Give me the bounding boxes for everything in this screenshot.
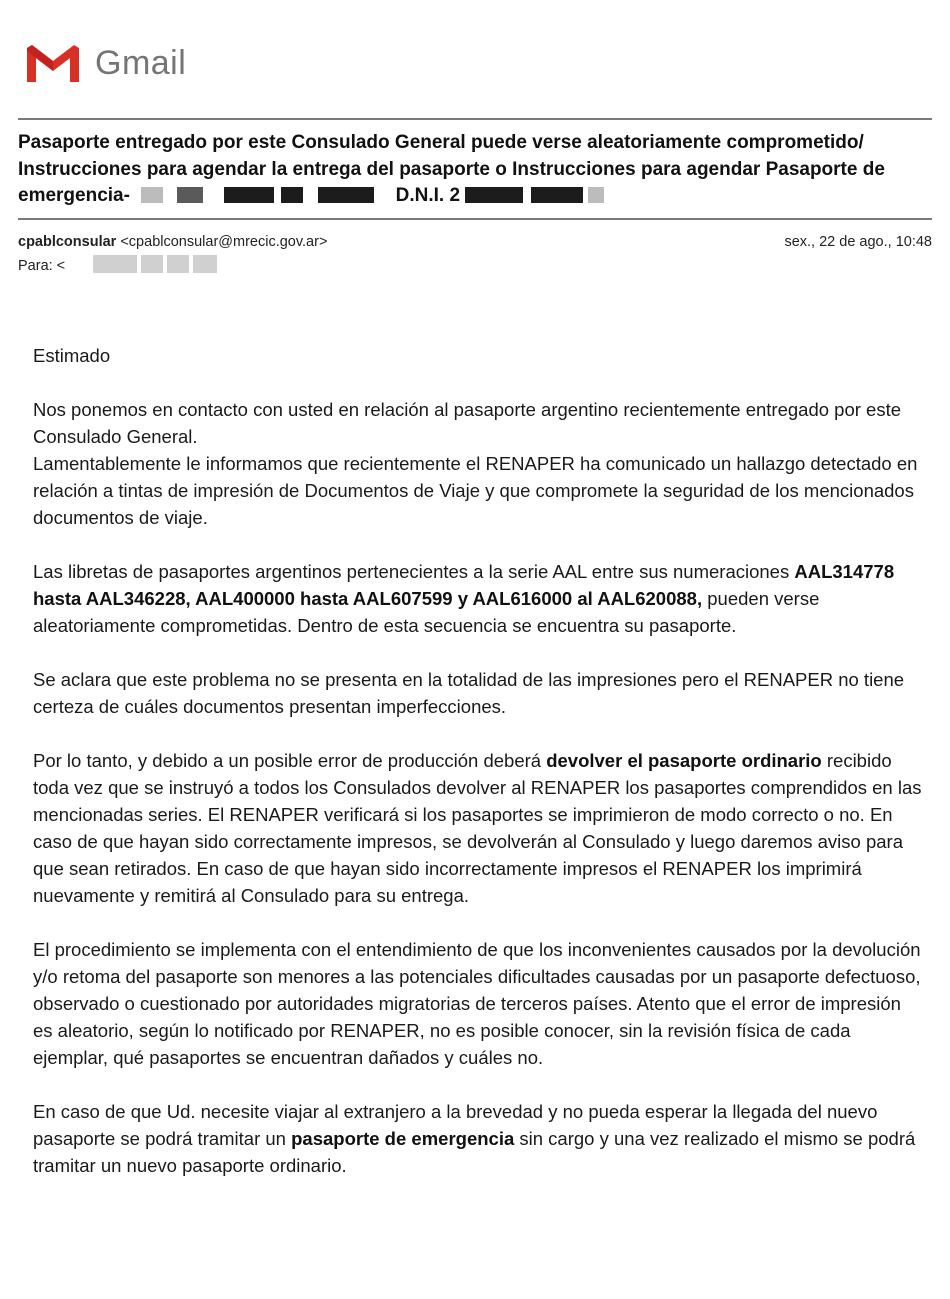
gmail-header bbox=[0, 0, 950, 118]
gmail-wordmark: Gmail bbox=[95, 44, 187, 82]
sender-email[interactable]: <cpablconsular@mrecic.gov.ar> bbox=[120, 234, 328, 250]
paragraph-2: Las libretas de pasaportes argentinos pertenecientes a la serie AAL entre sus numeraciones AAL314778 hasta AAL346228, AAL400000 hasta AAL607599 y AAL616000 al AAL620088, pueden verse aleatoriamente comprometidas. Dentro de esta secuencia se encuentra su pasaporte. bbox=[33, 561, 895, 636]
header-divider bbox=[18, 118, 932, 120]
email-date: sex., 22 de ago., 10:48 bbox=[784, 234, 932, 250]
gmail-logo bbox=[25, 42, 186, 84]
sender-row bbox=[18, 234, 932, 250]
subject-dni-redaction bbox=[465, 185, 604, 206]
paragraph-4: Por lo tanto, y debido a un posible error de producción deberá devolver el pasaporte ordinario recibido toda vez que se instruyó a todos los Consulados devolver al RENAPER los pasaportes comprendidos en las mencionadas series. El RENAPER verificará si los pasaportes se imprimieron de modo correcto o no. En caso de que hayan sido correctamente impresos, se devolverán al Consulado y luego daremos aviso para que sean retirados. En caso de que hayan sido incorrectamente impresos el RENAPER los imprimirá nuevamente y remitirá al Consulado para su entrega. bbox=[33, 750, 922, 906]
paragraph-6: En caso de que Ud. necesite viajar al extranjero a la brevedad y no pueda esperar la llegada del nuevo pasaporte se podrá tramitar un pasaporte de emergencia sin cargo y una vez realizado el mismo se podrá tramitar un nuevo pasaporte ordinario. bbox=[33, 1101, 916, 1176]
paragraph-1: Nos ponemos en contacto con usted en relación al pasaporte argentino recientemente entregado por este Consulado General. Lamentablemente le informamos que recientemente el RENAPER ha comunicado un hallazgo detectado en relación a tintas de impresión de Documentos de Viaje y que compromete la seguridad de los mencionados documentos de viaje. bbox=[33, 399, 918, 528]
subject-divider bbox=[18, 218, 932, 220]
greeting: Estimado bbox=[33, 345, 111, 366]
recipient-redaction bbox=[93, 255, 221, 277]
gmail-logo-icon bbox=[25, 42, 81, 84]
recipient-row bbox=[18, 255, 221, 277]
recipient-label: Para: < bbox=[18, 258, 66, 274]
subject-text: Pasaporte entregado por este Consulado General puede verse aleatoriamente comprometido/ Instrucciones para agendar la entrega del pasaporte o Instrucciones para agendar Pasaporte de emergencia- bbox=[18, 132, 885, 206]
subject-redaction bbox=[135, 185, 379, 206]
sender-name[interactable]: cpablconsular bbox=[18, 234, 117, 250]
return-instruction: devolver el pasaporte ordinario bbox=[546, 750, 822, 771]
passport-series-range: AAL314778 hasta AAL346228, AAL400000 hasta AAL607599 y AAL616000 al AAL620088, bbox=[33, 561, 895, 609]
subject-dni: D.N.I. 2 bbox=[395, 185, 461, 206]
email-subject bbox=[18, 130, 930, 210]
paragraph-5: El procedimiento se implementa con el entendimiento de que los inconvenientes causados por la devolución y/o retoma del pasaporte son menores a las potenciales dificultades causadas por un pasaporte defectuoso, observado o cuestionado por autoridades migratorias de terceros países. Atento que el error de impresión es aleatorio, según lo notificado por RENAPER, no es posible conocer, sin la revisión física de cada ejemplar, qué pasaportes se encuentran dañados y cuáles no. bbox=[33, 939, 921, 1068]
email-body bbox=[33, 342, 923, 1206]
paragraph-3: Se aclara que este problema no se presenta en la totalidad de las impresiones pero el RENAPER no tiene certeza de cuáles documentos presentan imperfecciones. bbox=[33, 669, 905, 717]
emergency-passport: pasaporte de emergencia bbox=[291, 1128, 515, 1149]
